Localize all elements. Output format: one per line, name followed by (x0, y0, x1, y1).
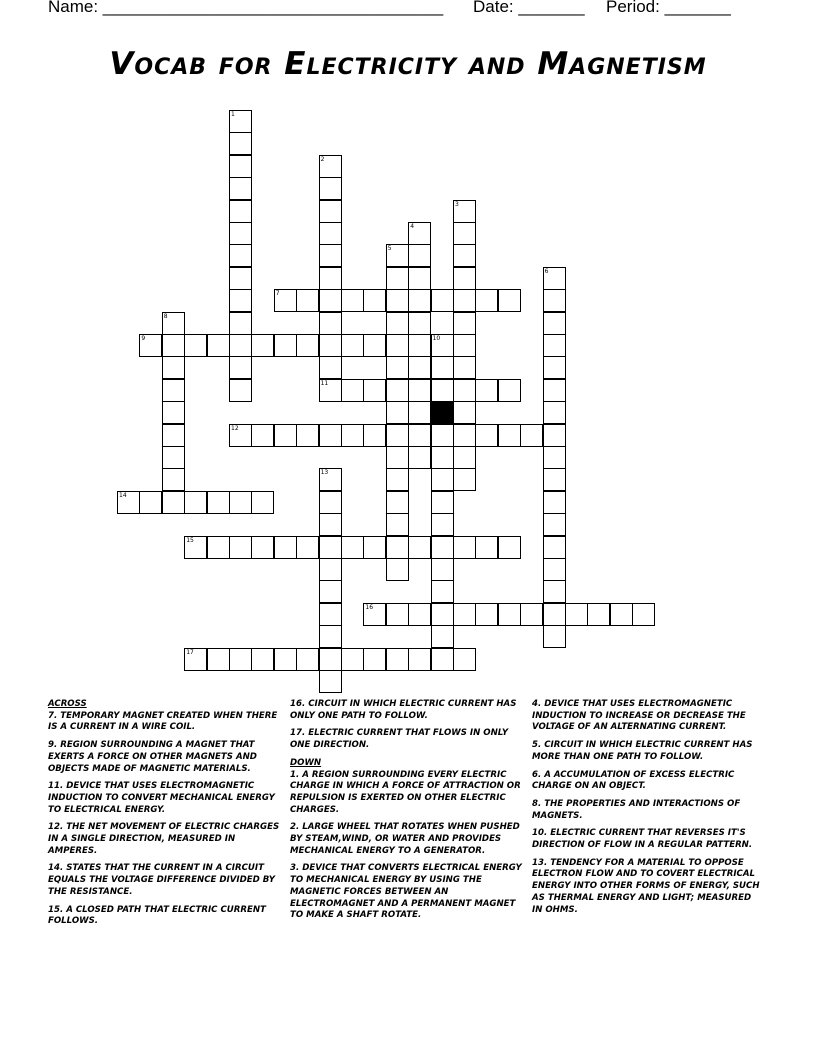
grid-cell[interactable] (543, 356, 566, 379)
cell-number: 3 (455, 200, 459, 208)
grid-cell[interactable] (543, 424, 566, 447)
grid-cell[interactable] (386, 513, 409, 536)
grid-cell[interactable] (408, 312, 431, 335)
grid-cell[interactable] (274, 334, 297, 357)
grid-cell[interactable] (296, 289, 319, 312)
grid-cell[interactable] (386, 446, 409, 469)
grid-cell[interactable] (319, 200, 342, 223)
grid-cell[interactable] (162, 379, 185, 402)
grid-cell[interactable] (386, 267, 409, 290)
grid-cell[interactable] (319, 491, 342, 514)
name-field[interactable]: Name: ____________________________________ (48, 0, 444, 16)
grid-cell[interactable] (162, 356, 185, 379)
grid-cell[interactable] (386, 468, 409, 491)
grid-cell[interactable] (453, 446, 476, 469)
grid-cell[interactable] (431, 491, 454, 514)
grid-cell[interactable] (184, 491, 207, 514)
grid-cell[interactable] (431, 379, 454, 402)
grid-cell[interactable] (319, 334, 342, 357)
grid-cell[interactable] (184, 648, 207, 671)
grid-cell[interactable] (408, 267, 431, 290)
grid-cell[interactable] (341, 289, 364, 312)
clue-across-15 (48, 905, 280, 928)
grid-cell[interactable] (543, 603, 566, 626)
cell-number: 2 (320, 155, 325, 163)
grid-cell[interactable] (408, 379, 431, 402)
clue-text: A REGION SURROUNDING EVERY ELECTRIC CHARGE IN WHICH A FORCE OF ATTRACTION OR REPULSION IS EXERTED ON OTHER ELECTRIC CHARGES. (290, 769, 521, 815)
clue-number: 16. (290, 699, 306, 709)
cell-number: 13 (320, 469, 329, 477)
grid-cell[interactable] (319, 244, 342, 267)
grid-cell[interactable] (341, 334, 364, 357)
grid-cell[interactable] (408, 648, 431, 671)
cell-number: 7 (275, 290, 280, 298)
grid-cell[interactable] (408, 244, 431, 267)
grid-cell[interactable] (363, 424, 386, 447)
grid-cell[interactable] (319, 379, 342, 402)
grid-cell[interactable] (498, 603, 521, 626)
grid-cell[interactable] (498, 289, 521, 312)
grid-cell[interactable] (319, 580, 342, 603)
grid-cell[interactable] (498, 536, 521, 559)
grid-cell[interactable] (274, 424, 297, 447)
grid-cell[interactable] (274, 536, 297, 559)
grid-cell[interactable] (386, 289, 409, 312)
grid-cell[interactable] (386, 244, 409, 267)
grid-cell[interactable] (543, 558, 566, 581)
grid-cell[interactable] (453, 536, 476, 559)
grid-cell[interactable] (251, 491, 274, 514)
period-field[interactable]: Period: _______ (606, 0, 731, 16)
clue-number: 10. (532, 828, 548, 839)
grid-cell[interactable] (453, 356, 476, 379)
grid-cell[interactable] (117, 491, 140, 514)
grid-cell[interactable] (319, 356, 342, 379)
grid-cell[interactable] (520, 424, 543, 447)
clue-number: 11. (48, 781, 64, 792)
grid-cell[interactable] (296, 424, 319, 447)
cell-number: 9 (141, 335, 146, 342)
clue-column-2 (290, 699, 522, 928)
grid-cell[interactable] (408, 401, 431, 424)
grid-cell[interactable] (296, 648, 319, 671)
grid-cell[interactable] (229, 222, 252, 245)
grid-cell[interactable] (184, 334, 207, 357)
grid-cell[interactable] (610, 603, 633, 626)
cell-number: 17 (186, 648, 194, 656)
grid-cell[interactable] (386, 491, 409, 514)
grid-cell[interactable] (229, 312, 252, 335)
grid-cell[interactable] (162, 424, 185, 447)
grid-cell[interactable] (207, 334, 230, 357)
clue-down-5 (532, 740, 764, 763)
grid-cell[interactable] (543, 379, 566, 402)
grid-cell[interactable] (453, 267, 476, 290)
clue-number: 3. (290, 863, 300, 874)
grid-cell[interactable] (251, 334, 274, 357)
grid-cell[interactable] (251, 536, 274, 559)
grid-cell[interactable] (431, 536, 454, 559)
grid-cell[interactable] (453, 312, 476, 335)
clue-text: THE PROPERTIES AND INTERACTIONS OF MAGNETS. (532, 798, 741, 821)
clue-text: STATES THAT THE CURRENT IN A CIRCUIT EQUALS THE VOLTAGE DIFFERENCE DIVIDED BY THE RESISTANCE. (48, 863, 276, 897)
grid-cell[interactable] (319, 603, 342, 626)
grid-cell[interactable] (363, 536, 386, 559)
grid-cell[interactable] (565, 603, 588, 626)
grid-cell[interactable] (431, 289, 454, 312)
clue-number: 12. (48, 822, 64, 833)
grid-cell[interactable] (251, 424, 274, 447)
cell-number: 5 (387, 245, 392, 253)
grid-cell[interactable] (319, 267, 342, 290)
clue-across-14 (48, 863, 280, 898)
grid-cell[interactable] (319, 648, 342, 671)
grid-cell[interactable] (475, 289, 498, 312)
grid-cell[interactable] (475, 603, 498, 626)
cell-number: 10 (432, 335, 441, 342)
clue-text: ELECTRIC CURRENT THAT FLOWS IN ONLY ONE DIRECTION. (290, 728, 509, 751)
clue-number: 2. (290, 822, 300, 833)
clue-number: 8. (532, 798, 542, 809)
grid-cell[interactable] (296, 334, 319, 357)
clue-down-13 (532, 858, 764, 917)
grid-cell[interactable] (408, 536, 431, 559)
grid-cell[interactable] (453, 648, 476, 671)
clue-down-2 (290, 822, 522, 857)
grid-cell[interactable] (632, 603, 655, 626)
clue-number: 14. (48, 863, 64, 874)
grid-cell[interactable] (543, 625, 566, 648)
grid-cell[interactable] (319, 625, 342, 648)
clue-across-7 (48, 711, 280, 734)
grid-cell[interactable] (319, 670, 342, 693)
clue-number: 13. (532, 857, 548, 868)
cell-number: 6 (544, 267, 549, 275)
page-title: Vocab for Electricity and Magnetism (109, 46, 707, 82)
grid-cell[interactable] (162, 446, 185, 469)
grid-cell[interactable] (207, 491, 230, 514)
grid-cell[interactable] (408, 356, 431, 379)
clue-across-11 (48, 781, 280, 816)
cell-number: 8 (163, 312, 168, 320)
clue-across-16 (290, 699, 522, 722)
grid-cell[interactable] (386, 312, 409, 335)
grid-cell[interactable] (229, 334, 252, 357)
grid-cell[interactable] (453, 603, 476, 626)
clue-text: THE NET MOVEMENT OF ELECTRIC CHARGES IN A SINGLE DIRECTION, MEASURED IN AMPERES. (48, 822, 280, 856)
grid-cell[interactable] (319, 155, 342, 178)
clue-number: 1. (290, 769, 300, 780)
grid-cell[interactable] (139, 334, 162, 357)
clue-text: CIRCUIT IN WHICH ELECTRIC CURRENT HAS ONLY ONE PATH TO FOLLOW. (290, 699, 517, 721)
grid-cell[interactable] (520, 603, 543, 626)
cell-number: 15 (186, 536, 194, 544)
clue-down-8 (532, 799, 764, 822)
clue-column-1 (48, 699, 280, 934)
grid-cell[interactable] (363, 334, 386, 357)
grid-cell[interactable] (453, 222, 476, 245)
cell-number: 11 (320, 379, 329, 387)
grid-cell[interactable] (274, 289, 297, 312)
grid-cell[interactable] (431, 356, 454, 379)
clue-across-12 (48, 822, 280, 857)
grid-cell[interactable] (319, 312, 342, 335)
grid-cell[interactable] (229, 536, 252, 559)
grid-cell[interactable] (229, 177, 252, 200)
clue-number: 7. (48, 710, 58, 721)
clue-text: DEVICE THAT USES ELECTROMAGNETIC INDUCTION TO INCREASE OR DECREASE THE VOLTAGE OF AN ALTERNATING CURRENT. (532, 699, 746, 733)
grid-cell[interactable] (363, 603, 386, 626)
clue-text: ELECTRIC CURRENT THAT REVERSES IT'S DIRECTION OF FLOW IN A REGULAR PATTERN. (532, 828, 753, 851)
grid-cell[interactable] (408, 603, 431, 626)
grid-cell[interactable] (229, 110, 252, 133)
grid-cell[interactable] (453, 379, 476, 402)
grid-cell[interactable] (229, 244, 252, 267)
grid-cell[interactable] (543, 401, 566, 424)
grid-cell[interactable] (543, 289, 566, 312)
clue-text: DEVICE THAT USES ELECTROMAGNETIC INDUCTION TO CONVERT MECHANICAL ENERGY TO ELECTRICAL ENERGY. (48, 781, 275, 815)
grid-cell[interactable] (386, 379, 409, 402)
grid-cell[interactable] (431, 580, 454, 603)
clue-text: CIRCUIT IN WHICH ELECTRIC CURRENT HAS MORE THAN ONE PATH TO FOLLOW. (532, 740, 753, 762)
grid-cell[interactable] (453, 401, 476, 424)
grid-cell[interactable] (229, 155, 252, 178)
clue-down-6 (532, 770, 764, 793)
clue-text: REGION SURROUNDING A MAGNET THAT EXERTS A FORCE ON OTHER MAGNETS AND OBJECTS MADE OF MAGNETIC MATERIALS. (48, 740, 257, 774)
grid-cell[interactable] (431, 625, 454, 648)
grid-cell[interactable] (543, 446, 566, 469)
grid-cell[interactable] (386, 424, 409, 447)
grid-cell[interactable] (453, 468, 476, 491)
clue-number: 4. (532, 699, 542, 709)
clue-down-1 (290, 770, 522, 817)
grid-cell[interactable] (431, 424, 454, 447)
clue-text: A ACCUMULATION OF EXCESS ELECTRIC CHARGE ON AN OBJECT. (532, 769, 735, 792)
cell-number: 1 (231, 111, 235, 118)
grid-cell[interactable] (498, 379, 521, 402)
grid-cell[interactable] (543, 513, 566, 536)
grid-cell[interactable] (229, 648, 252, 671)
grid-cell[interactable] (162, 468, 185, 491)
grid-cell[interactable] (543, 312, 566, 335)
grid-cell[interactable] (162, 401, 185, 424)
grid-cell[interactable] (431, 648, 454, 671)
date-field[interactable]: Date: _______ (473, 0, 585, 16)
clue-down-3 (290, 863, 522, 922)
grid-cell[interactable] (431, 513, 454, 536)
grid-cell[interactable] (543, 491, 566, 514)
grid-cell[interactable] (319, 177, 342, 200)
clue-number: 5. (532, 740, 542, 751)
grid-cell[interactable] (207, 648, 230, 671)
grid-cell[interactable] (341, 379, 364, 402)
grid-cell[interactable] (453, 289, 476, 312)
grid-cell[interactable] (453, 200, 476, 223)
cell-number: 14 (119, 491, 127, 499)
grid-cell[interactable] (386, 648, 409, 671)
grid-cell[interactable] (162, 334, 185, 357)
grid-cell[interactable] (408, 424, 431, 447)
grid-cell[interactable] (386, 356, 409, 379)
grid-cell[interactable] (431, 334, 454, 357)
grid-cell[interactable] (319, 513, 342, 536)
grid-cell[interactable] (251, 648, 274, 671)
clue-across-17 (290, 728, 522, 751)
grid-cell[interactable] (475, 379, 498, 402)
clue-number: 9. (48, 740, 58, 751)
grid-cell[interactable] (453, 244, 476, 267)
grid-cell[interactable] (386, 558, 409, 581)
down-heading: DOWN (290, 757, 322, 768)
clue-text: A CLOSED PATH THAT ELECTRIC CURRENT FOLLOWS. (48, 904, 266, 927)
grid-cell[interactable] (386, 603, 409, 626)
grid-cell[interactable] (162, 312, 185, 335)
grid-cell[interactable] (475, 424, 498, 447)
grid-cell[interactable] (229, 356, 252, 379)
grid-cell[interactable] (363, 379, 386, 402)
grid-cell[interactable] (363, 648, 386, 671)
grid-cell[interactable] (498, 424, 521, 447)
clue-text: TENDENCY FOR A MATERIAL TO OPPOSE ELECTRON FLOW AND TO COVERT ELECTRICAL ENERGY INTO OTHER FORMS OF ENERGY, SUCH AS THERMAL ENERGY AND LIGHT; MEASURED IN OHMS. (532, 857, 760, 915)
grid-cell[interactable] (386, 536, 409, 559)
black-cell (431, 401, 454, 424)
grid-cell[interactable] (543, 536, 566, 559)
grid-cell[interactable] (431, 603, 454, 626)
grid-cell[interactable] (319, 468, 342, 491)
grid-cell[interactable] (229, 491, 252, 514)
grid-cell[interactable] (319, 222, 342, 245)
cell-number: 16 (365, 603, 374, 611)
grid-cell[interactable] (229, 424, 252, 447)
grid-cell[interactable] (363, 289, 386, 312)
grid-cell[interactable] (587, 603, 610, 626)
grid-cell[interactable] (229, 200, 252, 223)
grid-cell[interactable] (229, 289, 252, 312)
grid-cell[interactable] (543, 334, 566, 357)
grid-cell[interactable] (431, 558, 454, 581)
grid-cell[interactable] (543, 267, 566, 290)
grid-cell[interactable] (453, 334, 476, 357)
grid-cell[interactable] (274, 648, 297, 671)
grid-cell[interactable] (453, 424, 476, 447)
grid-cell[interactable] (341, 648, 364, 671)
grid-cell[interactable] (341, 424, 364, 447)
grid-cell[interactable] (408, 446, 431, 469)
across-heading: ACROSS (48, 699, 87, 709)
grid-cell[interactable] (431, 468, 454, 491)
clue-number: 6. (532, 769, 542, 780)
grid-cell[interactable] (319, 536, 342, 559)
grid-cell[interactable] (319, 424, 342, 447)
grid-cell[interactable] (475, 536, 498, 559)
clue-text: LARGE WHEEL THAT ROTATES WHEN PUSHED BY STEAM,WIND, OR WATER AND PROVIDES MECHANICAL ENERGY TO A GENERATOR. (290, 822, 520, 856)
grid-cell[interactable] (408, 222, 431, 245)
grid-cell[interactable] (229, 267, 252, 290)
grid-cell[interactable] (341, 536, 364, 559)
grid-cell[interactable] (408, 289, 431, 312)
grid-cell[interactable] (386, 334, 409, 357)
cell-number: 4 (410, 223, 415, 230)
grid-cell[interactable] (162, 491, 185, 514)
grid-cell[interactable] (408, 334, 431, 357)
clue-text: DEVICE THAT CONVERTS ELECTRICAL ENERGY TO MECHANICAL ENERGY BY USING THE MAGNETIC FORCES BETWEEN AN ELECTROMAGNET AND A PERMANENT MAGNET TO MAKE A SHAFT ROTATE. (290, 863, 522, 921)
grid-cell[interactable] (543, 468, 566, 491)
grid-cell[interactable] (386, 401, 409, 424)
clue-column-3 (532, 699, 764, 922)
grid-cell[interactable] (319, 558, 342, 581)
grid-cell[interactable] (139, 491, 162, 514)
clue-number: 17. (290, 728, 306, 739)
clue-text: TEMPORARY MAGNET CREATED WHEN THERE IS A CURRENT IN A WIRE COIL. (48, 710, 278, 733)
grid-cell[interactable] (229, 379, 252, 402)
clue-down-10 (532, 828, 764, 851)
grid-cell[interactable] (229, 132, 252, 155)
clue-number: 15. (48, 904, 64, 915)
clue-across-9 (48, 740, 280, 775)
cell-number: 12 (231, 424, 239, 432)
grid-cell[interactable] (543, 580, 566, 603)
clue-down-4 (532, 699, 764, 734)
grid-cell[interactable] (296, 536, 319, 559)
grid-cell[interactable] (184, 536, 207, 559)
grid-cell[interactable] (207, 536, 230, 559)
grid-cell[interactable] (431, 446, 454, 469)
grid-cell[interactable] (319, 289, 342, 312)
